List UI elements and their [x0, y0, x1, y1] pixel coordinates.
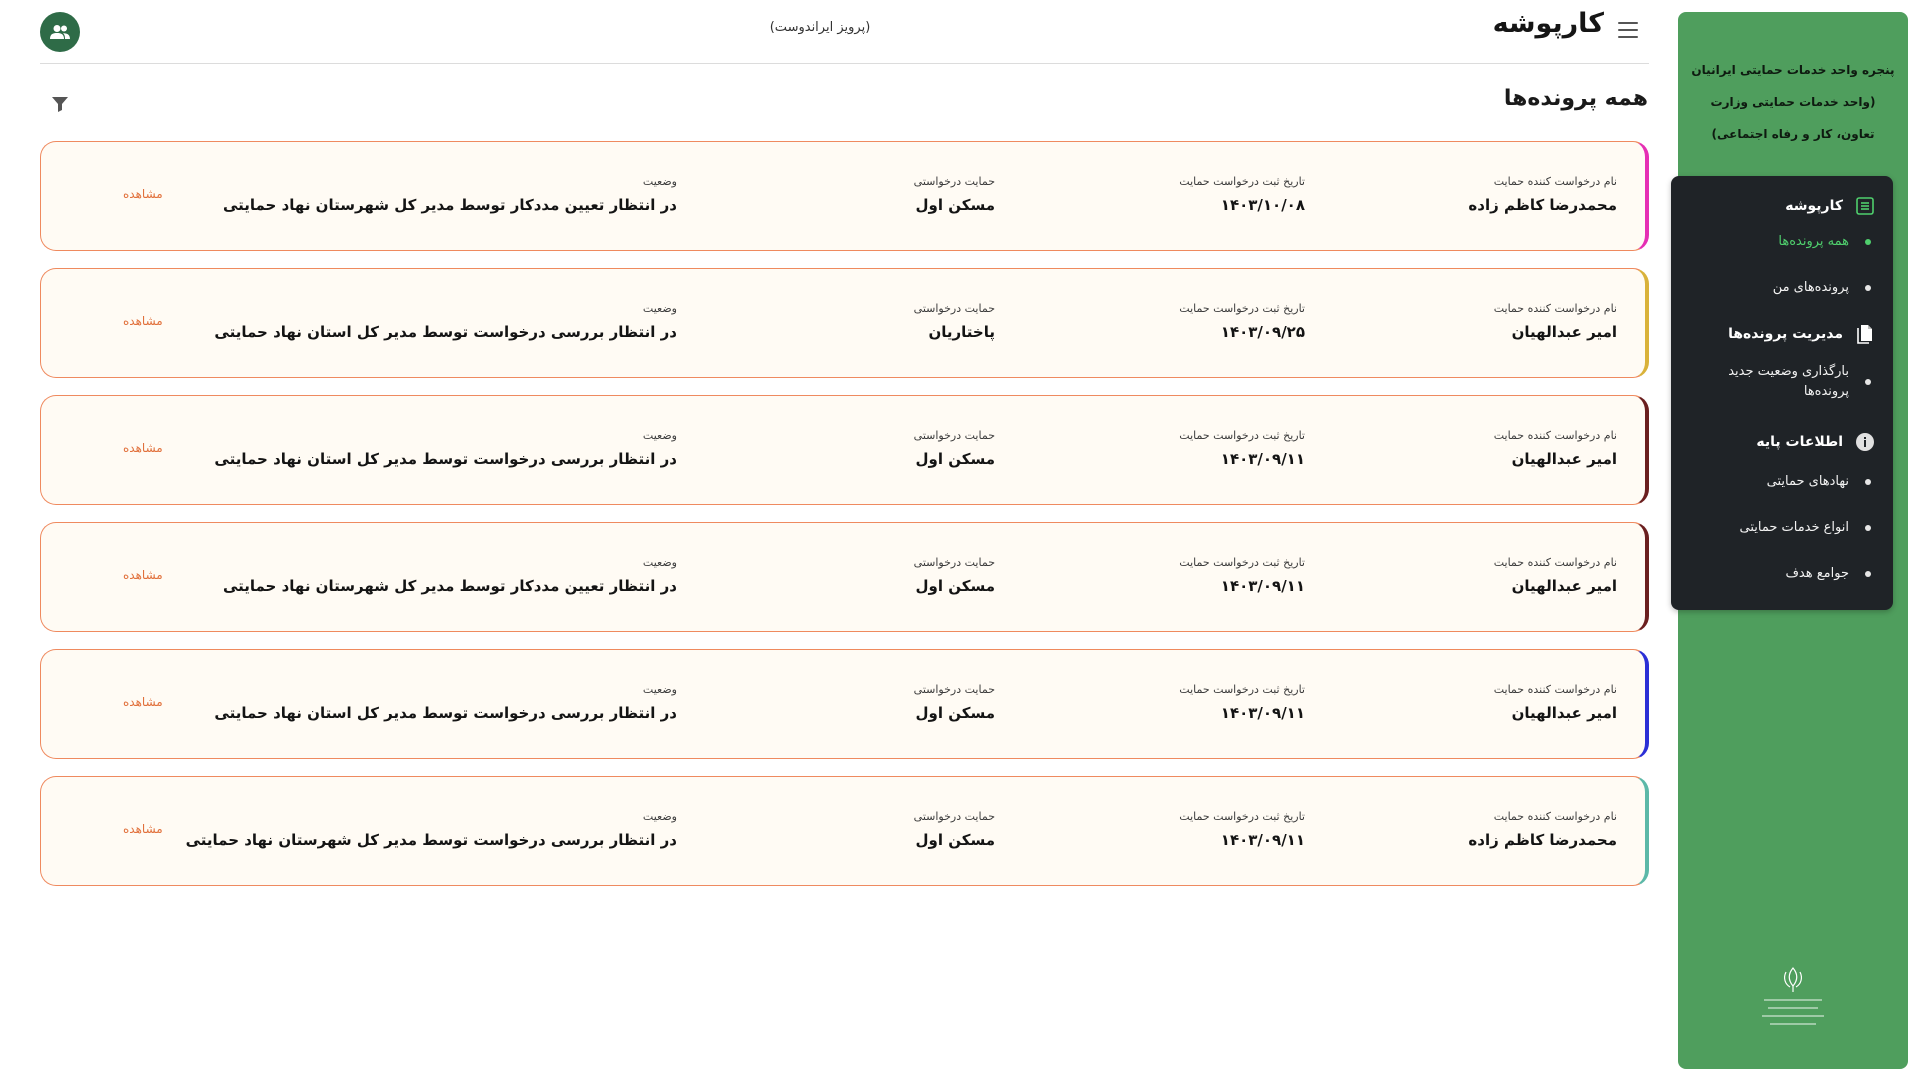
date-field [1179, 429, 1305, 468]
date-label: تاریخ ثبت درخواست حمایت [1179, 302, 1305, 315]
case-status: در انتظار بررسی درخواست توسط مدیر کل استان نهاد حمایتی [214, 450, 677, 468]
page-title: همه پرونده‌ها [1503, 86, 1648, 111]
user-name: (پرویز ایراندوست) [769, 20, 871, 35]
support-field [914, 683, 995, 722]
support-field [914, 175, 995, 214]
applicant-field [1494, 429, 1617, 468]
requested-support: مسکن اول [915, 577, 995, 595]
case-card [40, 141, 1649, 251]
requested-support: مسکن اول [915, 704, 995, 722]
requested-support: مسکن اول [915, 196, 995, 214]
ministry-emblem-logo [1750, 962, 1836, 1042]
sidebar-item-label: پرونده‌های من [1772, 280, 1849, 295]
sidebar-item-my-cases[interactable] [1701, 278, 1875, 298]
bullet-icon [1865, 571, 1871, 577]
applicant-label: نام درخواست کننده حمایت [1493, 810, 1617, 823]
status-label: وضعیت [642, 556, 677, 569]
menu-icon[interactable] [1618, 22, 1638, 38]
sidebar-item-label: جوامع هدف [1785, 566, 1849, 581]
sidebar-item-all-cases[interactable] [1701, 232, 1875, 252]
bullet-icon [1865, 479, 1871, 485]
request-date: ۱۴۰۳/۰۹/۱۱ [1220, 704, 1305, 722]
case-card [40, 522, 1649, 632]
status-label: وضعیت [642, 302, 677, 315]
view-link[interactable]: مشاهده [123, 441, 163, 455]
status-field [186, 810, 677, 849]
sidebar-item-label: نهادهای حمایتی [1766, 474, 1849, 489]
case-status: در انتظار بررسی درخواست توسط مدیر کل استان نهاد حمایتی [214, 323, 677, 341]
status-field [223, 175, 677, 214]
date-label: تاریخ ثبت درخواست حمایت [1179, 683, 1305, 696]
sidebar-item-target-communities[interactable] [1701, 564, 1875, 584]
case-list [40, 141, 1649, 903]
date-label: تاریخ ثبت درخواست حمایت [1179, 429, 1305, 442]
support-label: حمایت درخواستی [913, 175, 995, 188]
sidebar-item-support-institutions[interactable] [1701, 472, 1875, 492]
applicant-name: محمدرضا کاظم زاده [1468, 196, 1617, 214]
applicant-field [1468, 175, 1617, 214]
nav-section-case-management[interactable] [1687, 324, 1875, 344]
date-label: تاریخ ثبت درخواست حمایت [1179, 810, 1305, 823]
view-link[interactable]: مشاهده [123, 695, 163, 709]
nav-section-folder[interactable] [1687, 196, 1875, 216]
support-label: حمایت درخواستی [913, 683, 995, 696]
request-date: ۱۴۰۳/۰۹/۲۵ [1220, 323, 1305, 341]
case-card [40, 268, 1649, 378]
applicant-name: امیر عبدالهیان [1511, 704, 1617, 722]
nav-section-label: کارپوشه [1785, 198, 1843, 214]
applicant-name: محمدرضا کاظم زاده [1468, 831, 1617, 849]
case-status: در انتظار بررسی درخواست توسط مدیر کل شهرستان نهاد حمایتی [185, 831, 677, 849]
nav-section-label: اطلاعات پایه [1756, 434, 1843, 450]
info-icon [1855, 432, 1875, 452]
case-card [40, 776, 1649, 886]
applicant-field [1468, 810, 1617, 849]
sidebar-item-support-service-types[interactable] [1701, 518, 1875, 538]
bullet-icon [1865, 285, 1871, 291]
side-title-line-2: (واحد خدمات حمایتی وزارت [1710, 95, 1876, 109]
documents-icon [1855, 324, 1875, 344]
date-field [1179, 683, 1305, 722]
case-status: در انتظار تعیین مددکار توسط مدیر کل شهرستان نهاد حمایتی [222, 577, 677, 595]
status-label: وضعیت [642, 429, 677, 442]
applicant-field [1494, 302, 1617, 341]
status-label: وضعیت [642, 810, 677, 823]
view-link[interactable]: مشاهده [123, 314, 163, 328]
side-title-line-3: تعاون، کار و رفاه اجتماعی) [1711, 127, 1875, 141]
sidebar-nav [1671, 176, 1893, 610]
date-label: تاریخ ثبت درخواست حمایت [1179, 556, 1305, 569]
applicant-label: نام درخواست کننده حمایت [1493, 175, 1617, 188]
filter-icon[interactable] [50, 94, 70, 114]
support-label: حمایت درخواستی [913, 810, 995, 823]
support-field [914, 429, 995, 468]
sidebar-item-label: بارگذاری وضعیت جدید پرونده‌ها [1728, 364, 1849, 399]
status-field [214, 429, 677, 468]
support-label: حمایت درخواستی [913, 302, 995, 315]
view-link[interactable]: مشاهده [123, 822, 163, 836]
status-field [223, 556, 677, 595]
brand-title: کارپوشه [1492, 8, 1604, 39]
applicant-field [1494, 556, 1617, 595]
list-icon [1855, 196, 1875, 216]
nav-section-label: مدیریت پرونده‌ها [1728, 326, 1843, 342]
bullet-icon [1865, 379, 1871, 385]
request-date: ۱۴۰۳/۰۹/۱۱ [1220, 450, 1305, 468]
bullet-icon [1865, 525, 1871, 531]
nav-section-base-info[interactable] [1687, 432, 1875, 452]
status-label: وضعیت [642, 683, 677, 696]
case-card [40, 395, 1649, 505]
applicant-field [1494, 683, 1617, 722]
sidebar-item-label: انواع خدمات حمایتی [1739, 520, 1849, 535]
date-field [1179, 175, 1305, 214]
users-icon [49, 24, 71, 40]
applicant-label: نام درخواست کننده حمایت [1493, 302, 1617, 315]
request-date: ۱۴۰۳/۰۹/۱۱ [1220, 577, 1305, 595]
support-field [914, 302, 995, 341]
applicant-name: امیر عبدالهیان [1511, 323, 1617, 341]
case-card [40, 649, 1649, 759]
applicant-name: امیر عبدالهیان [1511, 450, 1617, 468]
date-field [1179, 556, 1305, 595]
status-label: وضعیت [642, 175, 677, 188]
support-label: حمایت درخواستی [913, 556, 995, 569]
applicant-label: نام درخواست کننده حمایت [1493, 429, 1617, 442]
sidebar-item-upload-status[interactable] [1701, 362, 1875, 402]
side-title-line-1: پنجره واحد خدمات حمایتی ایرانیان [1691, 63, 1895, 77]
applicant-label: نام درخواست کننده حمایت [1493, 556, 1617, 569]
date-field [1179, 810, 1305, 849]
date-label: تاریخ ثبت درخواست حمایت [1179, 175, 1305, 188]
applicant-label: نام درخواست کننده حمایت [1493, 683, 1617, 696]
status-field [214, 302, 677, 341]
requested-support: مسکن اول [915, 450, 995, 468]
requested-support: مسکن اول [915, 831, 995, 849]
status-field [214, 683, 677, 722]
requested-support: پاختاریان [928, 323, 995, 341]
support-field [914, 810, 995, 849]
support-field [914, 556, 995, 595]
top-header [40, 0, 1649, 64]
case-status: در انتظار بررسی درخواست توسط مدیر کل استان نهاد حمایتی [214, 704, 677, 722]
applicant-name: امیر عبدالهیان [1511, 577, 1617, 595]
date-field [1179, 302, 1305, 341]
support-label: حمایت درخواستی [913, 429, 995, 442]
side-panel-title [1688, 54, 1898, 150]
request-date: ۱۴۰۳/۱۰/۰۸ [1220, 196, 1305, 214]
bullet-icon [1865, 239, 1871, 245]
request-date: ۱۴۰۳/۰۹/۱۱ [1220, 831, 1305, 849]
user-account-button[interactable] [40, 12, 80, 52]
case-status: در انتظار تعیین مددکار توسط مدیر کل شهرستان نهاد حمایتی [222, 196, 677, 214]
view-link[interactable]: مشاهده [123, 187, 163, 201]
sidebar-item-label: همه پرونده‌ها [1778, 234, 1849, 249]
view-link[interactable]: مشاهده [123, 568, 163, 582]
